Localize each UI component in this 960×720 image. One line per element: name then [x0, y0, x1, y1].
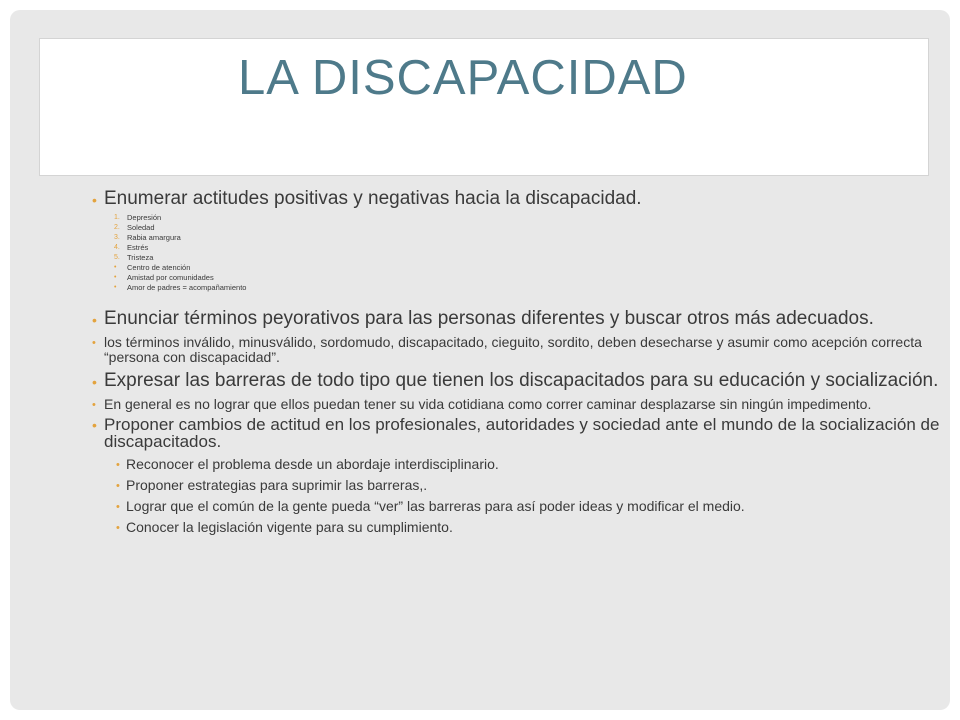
list-number: 5.	[114, 254, 120, 261]
list-item	[92, 416, 942, 450]
bullet-icon: •	[116, 522, 120, 534]
list-item-text: Conocer la legislación vigente para su cumplimiento.	[126, 519, 453, 535]
list-number: 1.	[114, 214, 120, 221]
list-item	[92, 189, 942, 209]
bullet-icon: •	[114, 274, 117, 281]
list-item-text: los términos inválido, minusválido, sordomudo, discapacitado, cieguito, sordito, deben desecharse y asumir como acepción correcta “persona con discapacidad”.	[104, 334, 922, 365]
bullet-icon: •	[92, 399, 96, 411]
slide-content	[92, 189, 942, 535]
list-number: 2.	[114, 224, 120, 231]
bullet-icon: •	[92, 417, 97, 433]
list-item-text: Soledad	[127, 223, 155, 232]
list-item	[92, 397, 942, 412]
sub-list-item	[92, 477, 942, 493]
sub-list-item	[92, 253, 942, 263]
list-item-text: Proponer cambios de actitud en los profesionales, autoridades y sociedad ante el mundo de la socialización de discapacitados.	[104, 415, 940, 451]
slide-title: LA DISCAPACIDAD	[238, 51, 688, 105]
list-item-text: Tristeza	[127, 253, 154, 262]
bullet-icon: •	[116, 459, 120, 471]
sub-list-item	[92, 273, 942, 283]
list-item	[92, 335, 942, 365]
list-item	[92, 371, 942, 391]
list-item-text: Estrés	[127, 243, 149, 252]
bullet-icon: •	[116, 501, 120, 513]
list-item	[92, 309, 942, 329]
list-item-text: Reconocer el problema desde un abordaje interdisciplinario.	[126, 456, 499, 472]
list-item-text: Enumerar actitudes positivas y negativas hacia la discapacidad.	[104, 188, 642, 209]
list-item-text: Proponer estrategias para suprimir las barreras,.	[126, 477, 428, 493]
slide	[10, 10, 950, 710]
sub-list-item	[92, 263, 942, 273]
sub-list-item	[92, 223, 942, 233]
sub-list-item	[92, 519, 942, 535]
sub-list-item	[92, 456, 942, 472]
list-item-text: Rabia amargura	[127, 233, 181, 242]
sub-list-item	[92, 498, 942, 514]
bullet-icon: •	[116, 480, 120, 492]
list-item-text: Enunciar términos peyorativos para las personas diferentes y buscar otros más adecuados.	[104, 308, 874, 329]
list-item-text: Depresión	[127, 213, 162, 222]
list-item-text: Amor de padres = acompañamiento	[127, 283, 247, 292]
bullet-icon: •	[114, 284, 117, 291]
list-item-text: Centro de atención	[127, 263, 191, 272]
bullet-icon: •	[92, 192, 97, 208]
sub-list-item	[92, 283, 942, 293]
list-item-text: En general es no lograr que ellos puedan tener su vida cotidiana como correr caminar desplazarse sin ningún impedimento.	[104, 396, 872, 412]
sub-list-item	[92, 233, 942, 243]
bullet-icon: •	[114, 264, 117, 271]
bullet-icon: •	[92, 337, 96, 349]
list-item-text: Expresar las barreras de todo tipo que tienen los discapacitados para su educación y socialización.	[104, 370, 939, 391]
sub-list-item	[92, 213, 942, 223]
bullet-icon: •	[92, 312, 97, 328]
bullet-icon: •	[92, 374, 97, 390]
list-item-text: Lograr que el común de la gente pueda “ver” las barreras para así poder ideas y modificar el medio.	[126, 498, 745, 514]
sub-list-item	[92, 243, 942, 253]
list-number: 4.	[114, 244, 120, 251]
list-item-text: Amistad por comunidades	[127, 273, 214, 282]
list-number: 3.	[114, 234, 120, 241]
